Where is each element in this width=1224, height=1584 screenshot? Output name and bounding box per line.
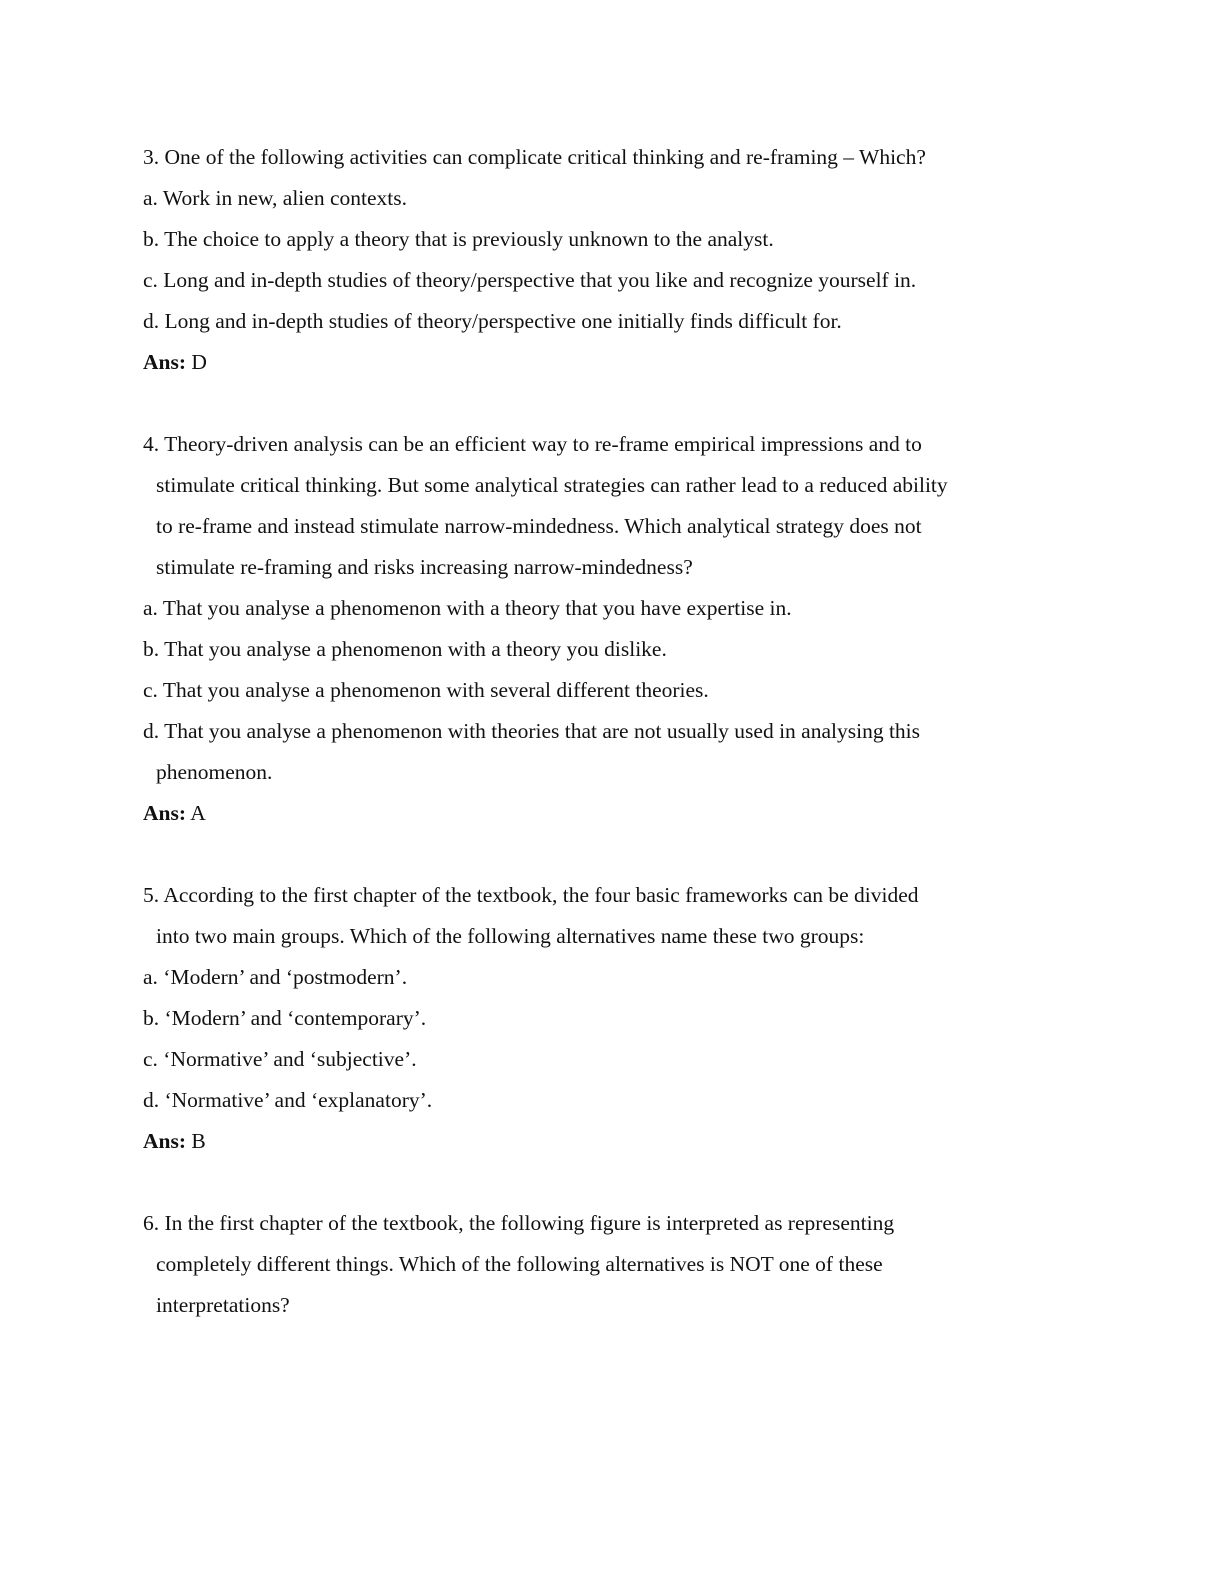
question-stem-continued: stimulate re-framing and risks increasing narrow-mindedness? [156, 555, 693, 579]
option-c: c. Long and in-depth studies of theory/perspective that you like and recognize yourself in. [143, 268, 917, 292]
question-stem-continued: into two main groups. Which of the following alternatives name these two groups: [156, 924, 865, 948]
answer-line [143, 793, 1043, 834]
question-stem-continued: to re-frame and instead stimulate narrow-mindedness. Which analytical strategy does not [156, 514, 922, 538]
option-a: a. ‘Modern’ and ‘postmodern’. [143, 965, 408, 989]
option-d: d. Long and in-depth studies of theory/perspective one initially finds difficult for. [143, 309, 842, 333]
option-c: c. ‘Normative’ and ‘subjective’. [143, 1047, 417, 1071]
question-stem-continued: stimulate critical thinking. But some analytical strategies can rather lead to a reduced ability [156, 473, 948, 497]
answer-line [143, 342, 1043, 383]
answer-label: Ans: [143, 1129, 187, 1153]
option-b: b. That you analyse a phenomenon with a theory you dislike. [143, 637, 667, 661]
option-a: a. Work in new, alien contexts. [143, 186, 407, 210]
answer-value: D [186, 350, 207, 374]
answer-value: A [186, 801, 206, 825]
question-6 [143, 1203, 1043, 1326]
option-b: b. The choice to apply a theory that is previously unknown to the analyst. [143, 227, 774, 251]
option-b: b. ‘Modern’ and ‘contemporary’. [143, 1006, 427, 1030]
option-d: d. That you analyse a phenomenon with theories that are not usually used in analysing this [143, 719, 921, 743]
question-stem-continued: completely different things. Which of the following alternatives is NOT one of these [156, 1252, 883, 1276]
answer-label: Ans: [143, 350, 187, 374]
question-stem: 5. According to the first chapter of the textbook, the four basic frameworks can be divided [143, 883, 919, 907]
answer-value: B [186, 1129, 206, 1153]
question-stem: 4. Theory-driven analysis can be an efficient way to re-frame empirical impressions and to [143, 432, 922, 456]
question-4 [143, 424, 1043, 834]
option-d-continued: phenomenon. [156, 760, 273, 784]
option-a: a. That you analyse a phenomenon with a theory that you have expertise in. [143, 596, 792, 620]
question-list [143, 137, 1043, 1367]
question-stem: 3. One of the following activities can complicate critical thinking and re-framing – Which? [143, 145, 926, 169]
question-3 [143, 137, 1043, 383]
option-c: c. That you analyse a phenomenon with several different theories. [143, 678, 709, 702]
question-stem: 6. In the first chapter of the textbook, the following figure is interpreted as representing [143, 1211, 895, 1235]
option-d: d. ‘Normative’ and ‘explanatory’. [143, 1088, 433, 1112]
answer-line [143, 1121, 1043, 1162]
question-stem-continued: interpretations? [156, 1293, 290, 1317]
question-5 [143, 875, 1043, 1162]
answer-label: Ans: [143, 801, 187, 825]
